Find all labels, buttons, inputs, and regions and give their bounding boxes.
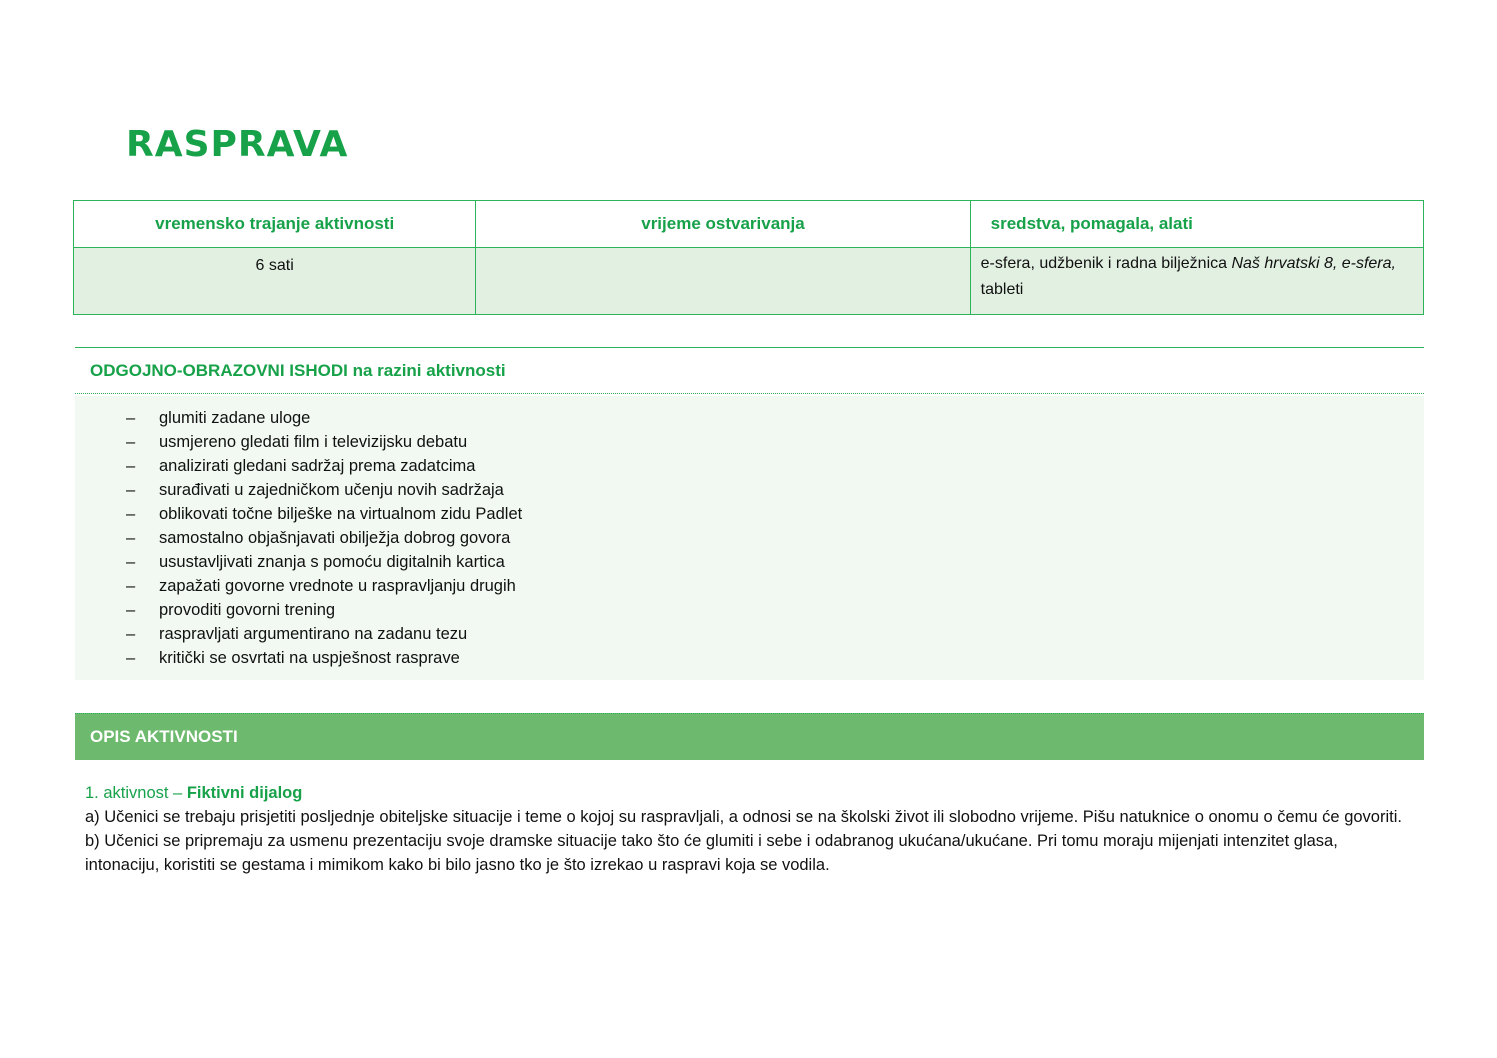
dash-bullet: – [126,409,136,427]
header-time: vrijeme ostvarivanja [476,201,970,248]
ishodi-item-text: provoditi govorni trening [159,601,336,619]
dash-bullet: – [126,529,136,547]
ishodi-item [75,406,1424,430]
info-table [73,200,1424,315]
ishodi-item-text: oblikovati točne bilješke na virtualnom zidu Padlet [159,505,523,523]
opis-text [85,781,1410,877]
cell-duration: 6 sati [74,248,476,315]
ishodi-item-text: usustavljivati znanja s pomoću digitalnih kartica [159,553,505,571]
info-table-row [74,248,1424,315]
header-duration: vremensko trajanje aktivnosti [74,201,476,248]
dash-bullet: – [126,505,136,523]
ishodi-item [75,550,1424,574]
ishodi-item [75,598,1424,622]
ishodi-item-text: kritički se osvrtati na uspješnost rasprave [159,649,460,667]
ishodi-heading-bar [75,347,1424,394]
ishodi-item [75,622,1424,646]
ishodi-item [75,454,1424,478]
info-table-header-row [74,201,1424,248]
opis-heading: OPIS AKTIVNOSTI [90,727,238,746]
tools-italic: Naš hrvatski 8, e-sfera, [1231,255,1396,272]
dash-bullet: – [126,625,136,643]
cell-time [476,248,970,315]
header-tools: sredstva, pomagala, alati [970,201,1423,248]
dash-bullet: – [126,457,136,475]
ishodi-item-text: zapažati govorne vrednote u raspravljanju drugih [159,577,516,595]
opis-heading-bar [75,713,1424,760]
paragraph-b: b) Učenici se pripremaju za usmenu prezentaciju svoje dramske situacije tako što će glumiti i sebe i odabranog ukućana/ukućane. Pri tomu moraju mijenjati intenzitet glasa, intonaciju, koristiti se gestama i mimikom kako bi bilo jasno tko je što izrekao u raspravi koja se vodila. [85,832,1338,874]
activity-name: Fiktivni dijalog [186,784,303,802]
ishodi-panel [75,396,1424,680]
ishodi-item-text: usmjereno gledati film i televizijsku debatu [159,433,468,451]
dash-bullet: – [126,649,136,667]
tools-suffix: tableti [980,281,1024,298]
ishodi-item-text: analizirati gledani sadržaj prema zadatcima [159,457,476,475]
ishodi-item [75,478,1424,502]
tools-prefix: e-sfera, udžbenik i radna bilježnica [980,255,1232,272]
ishodi-item [75,430,1424,454]
ishodi-item-text: samostalno objašnjavati obilježja dobrog govora [159,529,511,547]
dash-bullet: – [126,433,136,451]
activity-prefix: 1. aktivnost – [85,784,187,802]
activity-title [85,781,1410,805]
dash-bullet: – [126,553,136,571]
page-title: RASPRAVA [126,124,349,165]
paragraph-a: a) Učenici se trebaju prisjetiti posljednje obiteljske situacije i teme o kojoj su raspravljali, a odnosi se na školski život ili slobodno vrijeme. Pišu natuknice o onomu o čemu će govoriti. [85,808,1402,826]
cell-tools [970,248,1423,315]
ishodi-list [75,396,1424,670]
ishodi-item [75,574,1424,598]
ishodi-item [75,526,1424,550]
ishodi-item-text: raspravljati argumentirano na zadanu tezu [159,625,468,643]
dash-bullet: – [126,481,136,499]
ishodi-item-text: surađivati u zajedničkom učenju novih sadržaja [159,481,504,499]
ishodi-item-text: glumiti zadane uloge [159,409,311,427]
dash-bullet: – [126,577,136,595]
ishodi-item [75,502,1424,526]
ishodi-heading: ODGOJNO-OBRAZOVNI ISHODI na razini aktivnosti [90,361,506,380]
dash-bullet: – [126,601,136,619]
ishodi-item [75,646,1424,670]
